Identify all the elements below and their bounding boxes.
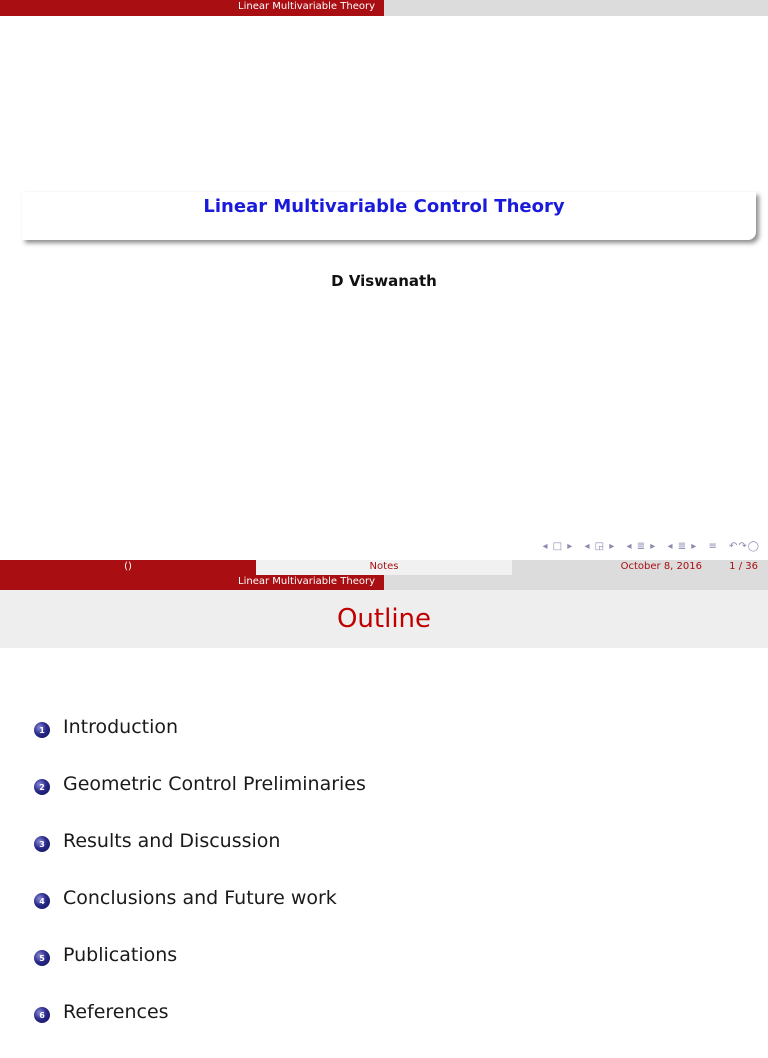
outline-item-label[interactable]: References — [63, 1001, 169, 1023]
numbered-ball-icon: 5 — [34, 950, 50, 966]
footer-page-number: 1 / 36 — [729, 561, 758, 572]
slide1-header-bar — [0, 0, 768, 16]
slide2-header-text: Linear Multivariable Theory — [0, 575, 384, 590]
footer-date: October 8, 2016 — [620, 561, 702, 572]
nav-section-prev-icon[interactable]: ◂ ≣ ▸ — [626, 541, 657, 552]
outline-list — [34, 716, 366, 1058]
frame-title: Outline — [336, 604, 432, 634]
slide2-header-filler — [384, 575, 768, 590]
nav-section-next-icon[interactable]: ◂ ≣ ▸ — [667, 541, 698, 552]
outline-item-label[interactable]: Publications — [63, 944, 178, 966]
outline-item[interactable] — [34, 830, 366, 887]
outline-item[interactable] — [34, 887, 366, 944]
outline-item-label[interactable]: Conclusions and Future work — [63, 887, 337, 909]
footer-author: () — [0, 560, 256, 575]
footer-title: Notes — [256, 560, 512, 575]
numbered-ball-icon: 3 — [34, 836, 50, 852]
beamer-navigation[interactable] — [535, 541, 760, 552]
numbered-ball-icon: 1 — [34, 722, 50, 738]
nav-frame-icon[interactable]: ◂ □ ▸ — [542, 541, 574, 552]
footer-info — [512, 560, 768, 575]
slide1-header-text: Linear Multivariable Theory — [0, 0, 384, 16]
outline-item-label[interactable]: Introduction — [63, 716, 179, 738]
nav-search-icon[interactable]: ↶↷◯ — [729, 541, 760, 552]
numbered-ball-icon: 4 — [34, 893, 50, 909]
slide1-header-filler — [384, 0, 768, 16]
slide2-header-bar — [0, 575, 768, 590]
presentation-title: Linear Multivariable Control Theory — [203, 196, 565, 217]
nav-document-icon[interactable]: ≡ — [708, 541, 718, 552]
author-name: D Viswanath — [331, 272, 437, 290]
outline-item[interactable] — [34, 773, 366, 830]
outline-item-label[interactable]: Results and Discussion — [63, 830, 281, 852]
nav-subsection-icon[interactable]: ◂ ◲ ▸ — [584, 541, 616, 552]
numbered-ball-icon: 6 — [34, 1007, 50, 1023]
outline-item[interactable] — [34, 1001, 366, 1058]
slide1-footer — [0, 560, 768, 575]
outline-item-label[interactable]: Geometric Control Preliminaries — [63, 773, 366, 795]
outline-item[interactable] — [34, 944, 366, 1001]
outline-item[interactable] — [34, 716, 366, 773]
numbered-ball-icon: 2 — [34, 779, 50, 795]
